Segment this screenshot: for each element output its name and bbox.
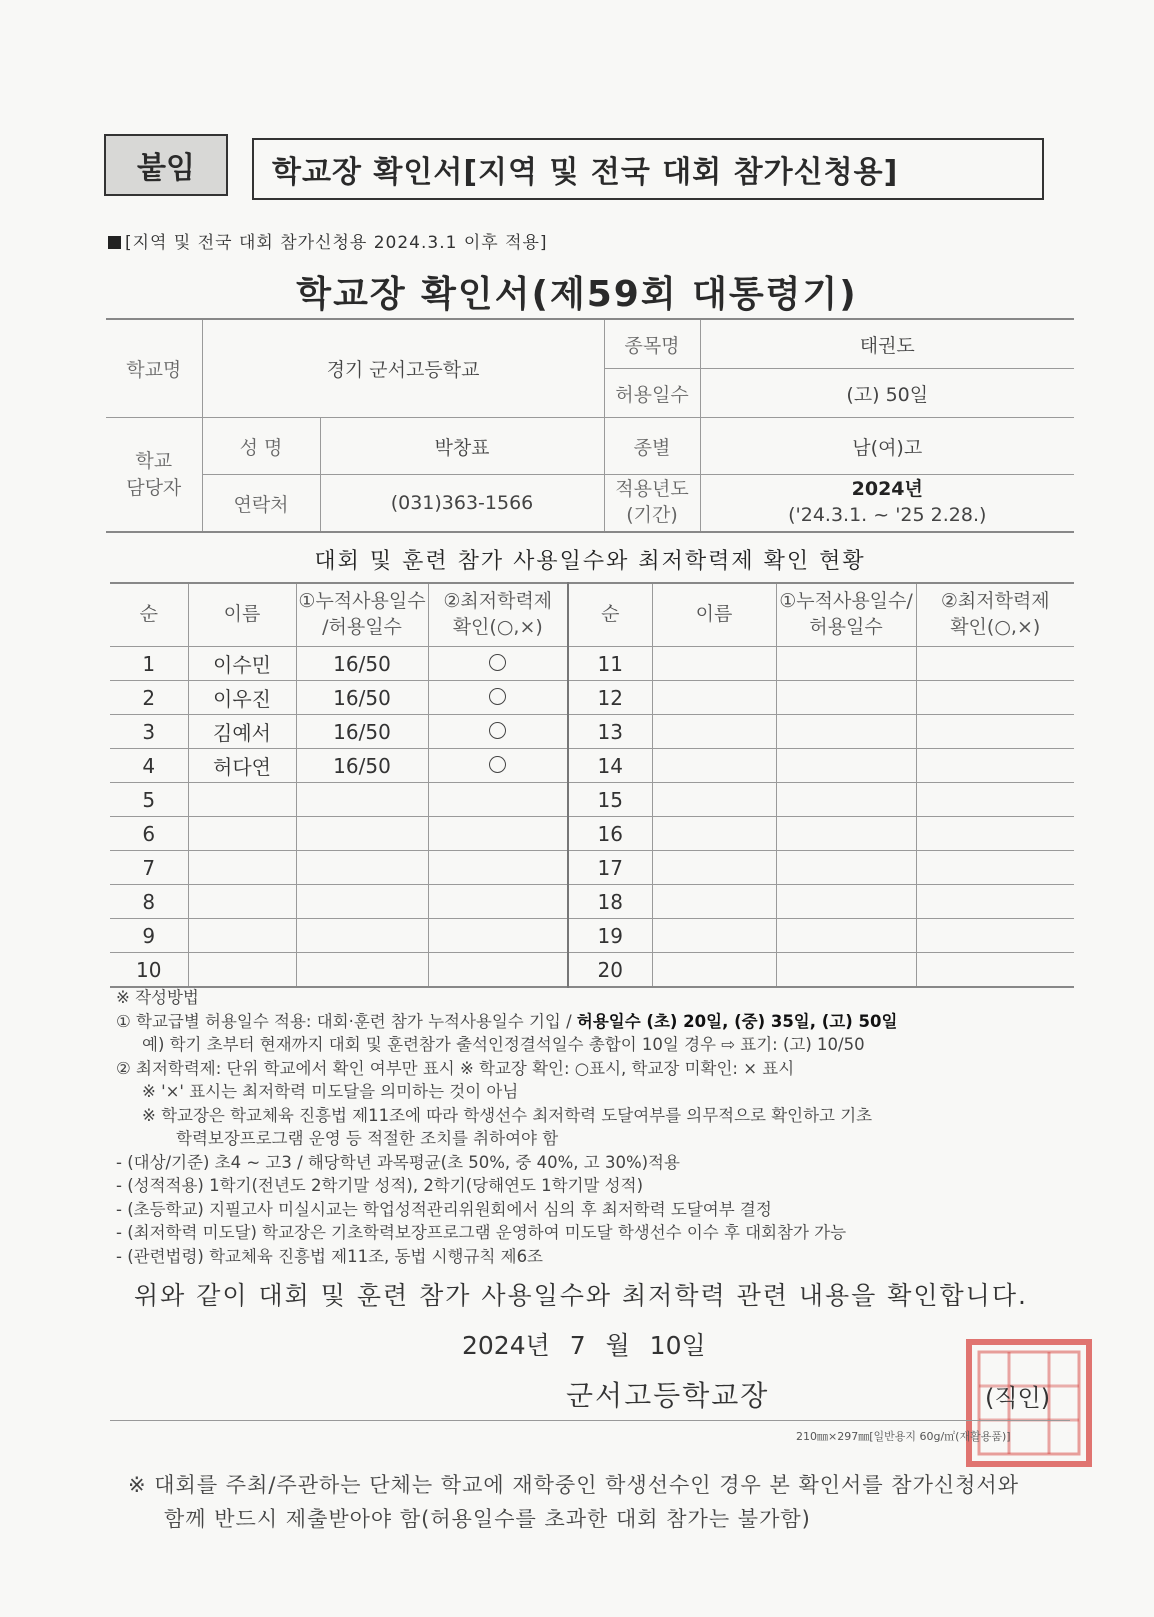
school-label: 학교명 — [106, 319, 202, 418]
col-check-line2: 확인(○,×) — [452, 616, 543, 638]
row-mark-right — [916, 681, 1074, 715]
manager-label-line1: 학교 — [135, 449, 173, 472]
table-row — [110, 919, 1074, 953]
table-row — [110, 885, 1074, 919]
row-days — [296, 885, 428, 919]
gender-value: 남(여)고 — [700, 418, 1074, 475]
roster-table — [110, 582, 1074, 988]
note-9: - (관련법령) 학교체육 진흥법 제11조, 동법 시행규칙 제6조 — [116, 1246, 543, 1266]
year-label — [604, 475, 700, 533]
roster-header-row — [110, 583, 1074, 647]
row-no-right: 17 — [568, 851, 652, 885]
row-days — [296, 953, 428, 988]
note-4-cont: 학력보장프로그램 운영 등 적절한 조치를 취하여야 함 — [176, 1129, 559, 1148]
col-days-header — [296, 583, 428, 647]
col-days-header-right — [776, 583, 916, 647]
apply-note — [108, 228, 548, 253]
row-mark-right — [916, 851, 1074, 885]
table-row — [110, 817, 1074, 851]
row-no-right: 14 — [568, 749, 652, 783]
roster-heading: 대회 및 훈련 참가 사용일수와 최저학력제 확인 현황 — [314, 549, 866, 574]
row-mark — [428, 817, 568, 851]
row-mark-right — [916, 749, 1074, 783]
row-no-right: 16 — [568, 817, 652, 851]
row-days — [296, 919, 428, 953]
col-no-header: 순 — [110, 583, 188, 647]
year-label-line2: (기간) — [626, 504, 678, 526]
manager-label — [106, 418, 202, 533]
row-name-right — [652, 885, 776, 919]
row-days — [296, 783, 428, 817]
instructions-heading: ※ 작성방법 — [116, 988, 199, 1007]
row-mark-right — [916, 953, 1074, 988]
col-days-line1: ①누적사용일수 — [298, 590, 426, 613]
row-name-right — [652, 851, 776, 885]
issue-date: 2024년 7 월 10일 — [462, 1331, 706, 1360]
row-days: 16/50 — [296, 647, 428, 681]
footer-line2: 함께 반드시 제출받아야 함(허용일수를 초과한 대회 참가는 불가함) — [164, 1507, 811, 1531]
col-check-right-line2: 확인(○,×) — [950, 616, 1041, 638]
row-no: 6 — [110, 817, 188, 851]
row-name — [188, 783, 296, 817]
row-mark-right — [916, 783, 1074, 817]
table-row — [110, 681, 1074, 715]
table-row — [110, 953, 1074, 988]
note-1 — [116, 1010, 1076, 1034]
row-mark — [428, 715, 568, 749]
apply-note-text: [지역 및 전국 대회 참가신청용 2024.3.1 이후 적용] — [125, 233, 548, 253]
row-days-right — [776, 919, 916, 953]
row-days — [296, 817, 428, 851]
row-name: 이우진 — [188, 681, 296, 715]
col-check-header — [428, 583, 568, 647]
row-no: 10 — [110, 953, 188, 988]
row-days-right — [776, 817, 916, 851]
row-mark — [428, 647, 568, 681]
header-title: 학교장 확인서[지역 및 전국 대회 참가신청용] — [252, 138, 1044, 200]
row-no: 9 — [110, 919, 188, 953]
paper-spec: 210㎜×297㎜[일반용지 60g/㎡(재활용품)] — [796, 1430, 1011, 1443]
row-no-right: 15 — [568, 783, 652, 817]
name-label: 성 명 — [202, 418, 320, 475]
row-days-right — [776, 851, 916, 885]
row-mark — [428, 919, 568, 953]
row-days — [296, 851, 428, 885]
row-no: 1 — [110, 647, 188, 681]
confirmation-statement: 위와 같이 대회 및 훈련 참가 사용일수와 최저학력 관련 내용을 확인합니다. — [134, 1281, 1028, 1310]
note-7: - (초등학교) 지필고사 미실시교는 학업성적관리위원회에서 심의 후 최저학력 도달여부 결정 — [116, 1199, 772, 1219]
seal-label: (직인) — [985, 1384, 1051, 1412]
principal-name: 군서고등학교장 — [566, 1379, 770, 1412]
contact-label: 연락처 — [202, 475, 320, 533]
row-days-right — [776, 647, 916, 681]
year-value — [700, 475, 1074, 533]
row-mark-right — [916, 919, 1074, 953]
note-4: ※ 학교장은 학교체육 진흥법 제11조에 따라 학생선수 최저학력 도달여부를 의무적으로 확인하고 기초 — [142, 1105, 873, 1125]
manager-label-line2: 담당자 — [126, 476, 182, 499]
row-days: 16/50 — [296, 715, 428, 749]
divider — [110, 1420, 1070, 1421]
row-name: 이수민 — [188, 647, 296, 681]
row-days-right — [776, 715, 916, 749]
school-info-table — [106, 318, 1074, 533]
contact-value: (031)363-1566 — [320, 475, 604, 533]
row-no: 2 — [110, 681, 188, 715]
row-no-right: 11 — [568, 647, 652, 681]
note-1-text: ① 학교급별 허용일수 적용: 대회·훈련 참가 누적사용일수 기입 / — [116, 1011, 577, 1031]
row-days: 16/50 — [296, 749, 428, 783]
col-no-header-right: 순 — [568, 583, 652, 647]
row-name: 허다연 — [188, 749, 296, 783]
table-row — [110, 715, 1074, 749]
row-mark — [428, 783, 568, 817]
row-no-right: 20 — [568, 953, 652, 988]
row-no-right: 12 — [568, 681, 652, 715]
row-name — [188, 919, 296, 953]
row-no: 7 — [110, 851, 188, 885]
row-name — [188, 817, 296, 851]
note-8: - (최저학력 미도달) 학교장은 기초학력보장프로그램 운영하여 미도달 학생선수 이수 후 대회참가 가능 — [116, 1223, 847, 1242]
year-label-line1: 적용년도 — [615, 478, 689, 501]
gender-label: 종별 — [604, 418, 700, 475]
col-days-line2: /허용일수 — [322, 616, 402, 638]
row-no: 4 — [110, 749, 188, 783]
circle-mark-icon — [489, 688, 506, 705]
row-no: 8 — [110, 885, 188, 919]
row-mark — [428, 749, 568, 783]
school-value: 경기 군서고등학교 — [202, 319, 604, 418]
row-mark — [428, 953, 568, 988]
year-value-line2: ('24.3.1. ~ '25 2.28.) — [788, 504, 987, 526]
table-row — [110, 851, 1074, 885]
row-name-right — [652, 817, 776, 851]
row-no: 5 — [110, 783, 188, 817]
col-days-right-line1: ①누적사용일수/ — [779, 590, 913, 613]
row-name-right — [652, 783, 776, 817]
row-name — [188, 885, 296, 919]
row-days-right — [776, 953, 916, 988]
attachment-tag: 붙임 — [104, 134, 228, 196]
col-check-header-right — [916, 583, 1074, 647]
year-value-line1: 2024년 — [851, 478, 923, 501]
note-2: ② 최저학력제: 단위 학교에서 확인 여부만 표시 ※ 학교장 확인: ○표시, 학교장 미확인: × 표시 — [116, 1058, 795, 1078]
col-name-header: 이름 — [188, 583, 296, 647]
row-name-right — [652, 953, 776, 988]
row-name-right — [652, 681, 776, 715]
row-days-right — [776, 749, 916, 783]
row-days-right — [776, 885, 916, 919]
col-check-line1: ②최저학력제 — [443, 590, 553, 613]
row-days-right — [776, 783, 916, 817]
row-mark — [428, 851, 568, 885]
name-value: 박창표 — [320, 418, 604, 475]
row-days-right — [776, 681, 916, 715]
row-no-right: 13 — [568, 715, 652, 749]
row-name-right — [652, 647, 776, 681]
row-name: 김예서 — [188, 715, 296, 749]
note-1-bold: 허용일수 (초) 20일, (중) 35일, (고) 50일 — [576, 1011, 898, 1031]
circle-mark-icon — [489, 756, 506, 773]
row-name — [188, 953, 296, 988]
row-name-right — [652, 749, 776, 783]
circle-mark-icon — [489, 654, 506, 671]
row-no: 3 — [110, 715, 188, 749]
square-bullet-icon — [108, 236, 121, 249]
row-mark — [428, 681, 568, 715]
page-title: 학교장 확인서(제59회 대통령기) — [296, 274, 858, 315]
table-row — [110, 749, 1074, 783]
row-mark-right — [916, 715, 1074, 749]
row-mark-right — [916, 647, 1074, 681]
note-5: - (대상/기준) 초4 ~ 고3 / 해당학년 과목평균(초 50%, 중 40%, 고 30%)적용 — [116, 1152, 680, 1172]
row-no-right: 18 — [568, 885, 652, 919]
note-6: - (성적적용) 1학기(전년도 2학기말 성적), 2학기(당해연도 1학기말 성적) — [116, 1176, 644, 1195]
row-name — [188, 851, 296, 885]
circle-mark-icon — [489, 722, 506, 739]
allowed-days-label: 허용일수 — [604, 369, 700, 418]
table-row — [110, 647, 1074, 681]
table-row — [110, 783, 1074, 817]
col-days-right-line2: 허용일수 — [809, 616, 883, 638]
row-name-right — [652, 715, 776, 749]
row-mark — [428, 885, 568, 919]
row-mark-right — [916, 817, 1074, 851]
row-days: 16/50 — [296, 681, 428, 715]
footer-line1: ※ 대회를 주최/주관하는 단체는 학교에 재학중인 학생선수인 경우 본 확인서를 참가신청서와 — [128, 1473, 1020, 1497]
col-check-right-line1: ②최저학력제 — [940, 590, 1050, 613]
sport-value: 태권도 — [700, 319, 1074, 369]
row-no-right: 19 — [568, 919, 652, 953]
row-name-right — [652, 919, 776, 953]
instructions — [116, 986, 1076, 1268]
note-1-example: 예) 학기 초부터 현재까지 대회 및 훈련참가 출석인정결석일수 총합이 10일 경우 ⇨ 표기: (고) 10/50 — [142, 1035, 865, 1054]
footer-note — [128, 1468, 1068, 1536]
note-3: ※ '×' 표시는 최저학력 미도달을 의미하는 것이 아님 — [142, 1082, 519, 1101]
sport-label: 종목명 — [604, 319, 700, 369]
allowed-days-value: (고) 50일 — [700, 369, 1074, 418]
col-name-header-right: 이름 — [652, 583, 776, 647]
row-mark-right — [916, 885, 1074, 919]
